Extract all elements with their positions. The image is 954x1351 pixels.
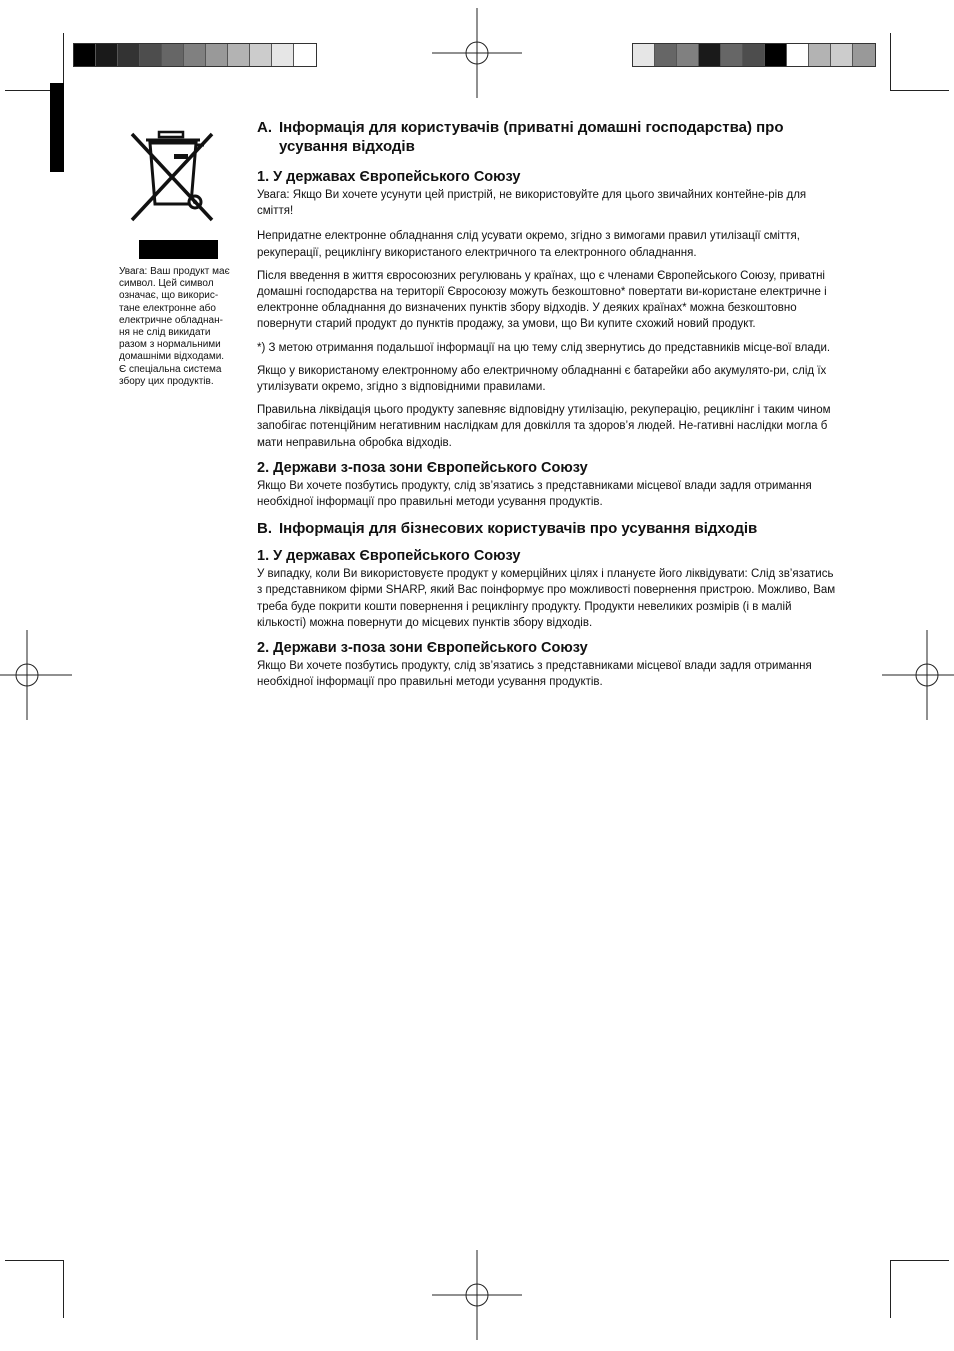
- section-a-title: [257, 118, 840, 156]
- color-bar-right: [632, 43, 876, 67]
- symbol-note: Увага: Ваш продукт має символ. Цей символ означає, що викорис- тане електронне або електричне обладнан- ня не слід викидати разом з нормальними домашніми відходами. Є спеціальна система збору цих продуктів.: [119, 266, 230, 387]
- edge-tab: [50, 83, 64, 172]
- registration-mark-left: [0, 630, 72, 720]
- section-a-sub1-heading: 1. У державах Європейського Союзу: [257, 169, 521, 185]
- paragraph: Після введення в життя євросоюзних регулювань у країнах, що є членами Європейського Союзу, приватні домашні господарства на території Євросоюзу можуть безкоштовно* повертати ви-користане електричне і електронне обладнання до визначених пунктів збору відходів. У деяких країнах* можна безкоштовно повернути старий продукт до пунктів продажу, за умови, що Ви купите схожий новий продукт.: [257, 269, 827, 331]
- color-swatch: [699, 44, 721, 66]
- color-swatch: [853, 44, 875, 66]
- paragraph: Увага: Якщо Ви хочете усунути цей пристрій, не використовуйте для цього звичайних контейне-рів для сміття!: [257, 189, 807, 218]
- section-a-sub2-heading: 2. Держави з-поза зони Європейського Союзу: [257, 459, 588, 476]
- section-b-title-text: Інформація для бізнесових користувачів про усування відходів: [279, 520, 758, 538]
- color-swatch: [184, 44, 206, 66]
- color-swatch: [809, 44, 831, 66]
- color-swatch: [118, 44, 140, 66]
- symbol-underbar: [139, 240, 218, 259]
- color-swatch: [633, 44, 655, 66]
- color-swatch: [743, 44, 765, 66]
- color-swatch: [677, 44, 699, 66]
- section-b-letter: B.: [257, 520, 272, 538]
- registration-mark-top: [432, 8, 522, 98]
- color-swatch: [831, 44, 853, 66]
- paragraph: Якщо у використаному електронному або електричному обладнанні є батарейки або акумулято-ри, слід їх утилізувати окремо, згідно з відповідними правилами.: [257, 364, 827, 394]
- color-swatch: [272, 44, 294, 66]
- color-bar-left: [73, 43, 317, 67]
- color-swatch: [721, 44, 743, 66]
- section-a-title-text: Інформація для користувачів (приватні домашні господарства) про усування відходів: [279, 119, 784, 155]
- paragraph: Якщо Ви хочете позбутись продукту, слід зв’язатись з представниками місцевої влади задля отримання необхідної інформації про правильні методи усування продуктів.: [257, 660, 812, 689]
- section-a-letter: A.: [257, 119, 272, 136]
- color-swatch: [140, 44, 162, 66]
- color-swatch: [206, 44, 228, 66]
- color-swatch: [765, 44, 787, 66]
- color-swatch: [787, 44, 809, 66]
- paragraph: Якщо Ви хочете позбутись продукту, слід зв’язатись з представниками місцевої влади задля отримання необхідної інформації про правильні методи усування продуктів.: [257, 479, 812, 509]
- registration-mark-right: [882, 630, 954, 720]
- color-swatch: [162, 44, 184, 66]
- color-swatch: [228, 44, 250, 66]
- paragraph: Правильна ліквідація цього продукту запевняє відповідну утилізацію, рекуперацію, рециклінг і таким чином запобігає потенційним негативним наслідкам для довкілля та здоров’я людей. Не-гативні наслідки могла б мати неправильна обробка відходів.: [257, 404, 831, 449]
- color-swatch: [74, 44, 96, 66]
- paragraph: Непридатне електронне обладнання слід усувати окремо, згідно з вимогами правил утилізації сміття, рекуперації, рециклінгу використаного електричного та електронного обладнання.: [257, 230, 800, 259]
- paragraph: *) З метою отримання подальшої інформації на цю тему слід звернутись до представників місце-вої влади.: [257, 341, 831, 354]
- section-b-sub1-heading: 1. У державах Європейського Союзу: [257, 548, 521, 565]
- color-swatch: [294, 44, 316, 66]
- paragraph: У випадку, коли Ви використовуєте продукт у комерційних цілях і плануєте його ліквідувати: Слід зв’язатись з представником фірми SHARP, який Вас поінформує про можливості повернення пристрою. Можливо, Вам треба буде покрити кошти повернення і рециклінгу продукту. Продукти невеликих розмірів (і в малій кількості) можна повернути до місцевих пунктів збору відходів.: [257, 568, 836, 629]
- color-swatch: [250, 44, 272, 66]
- main-content: [257, 118, 840, 697]
- crossed-out-wheelie-bin-icon: [122, 118, 222, 228]
- registration-mark-bottom: [432, 1250, 522, 1340]
- section-b-sub2-heading: 2. Держави з-поза зони Європейського Союзу: [257, 640, 588, 657]
- section-b-title: [257, 519, 840, 538]
- color-swatch: [96, 44, 118, 66]
- color-swatch: [655, 44, 677, 66]
